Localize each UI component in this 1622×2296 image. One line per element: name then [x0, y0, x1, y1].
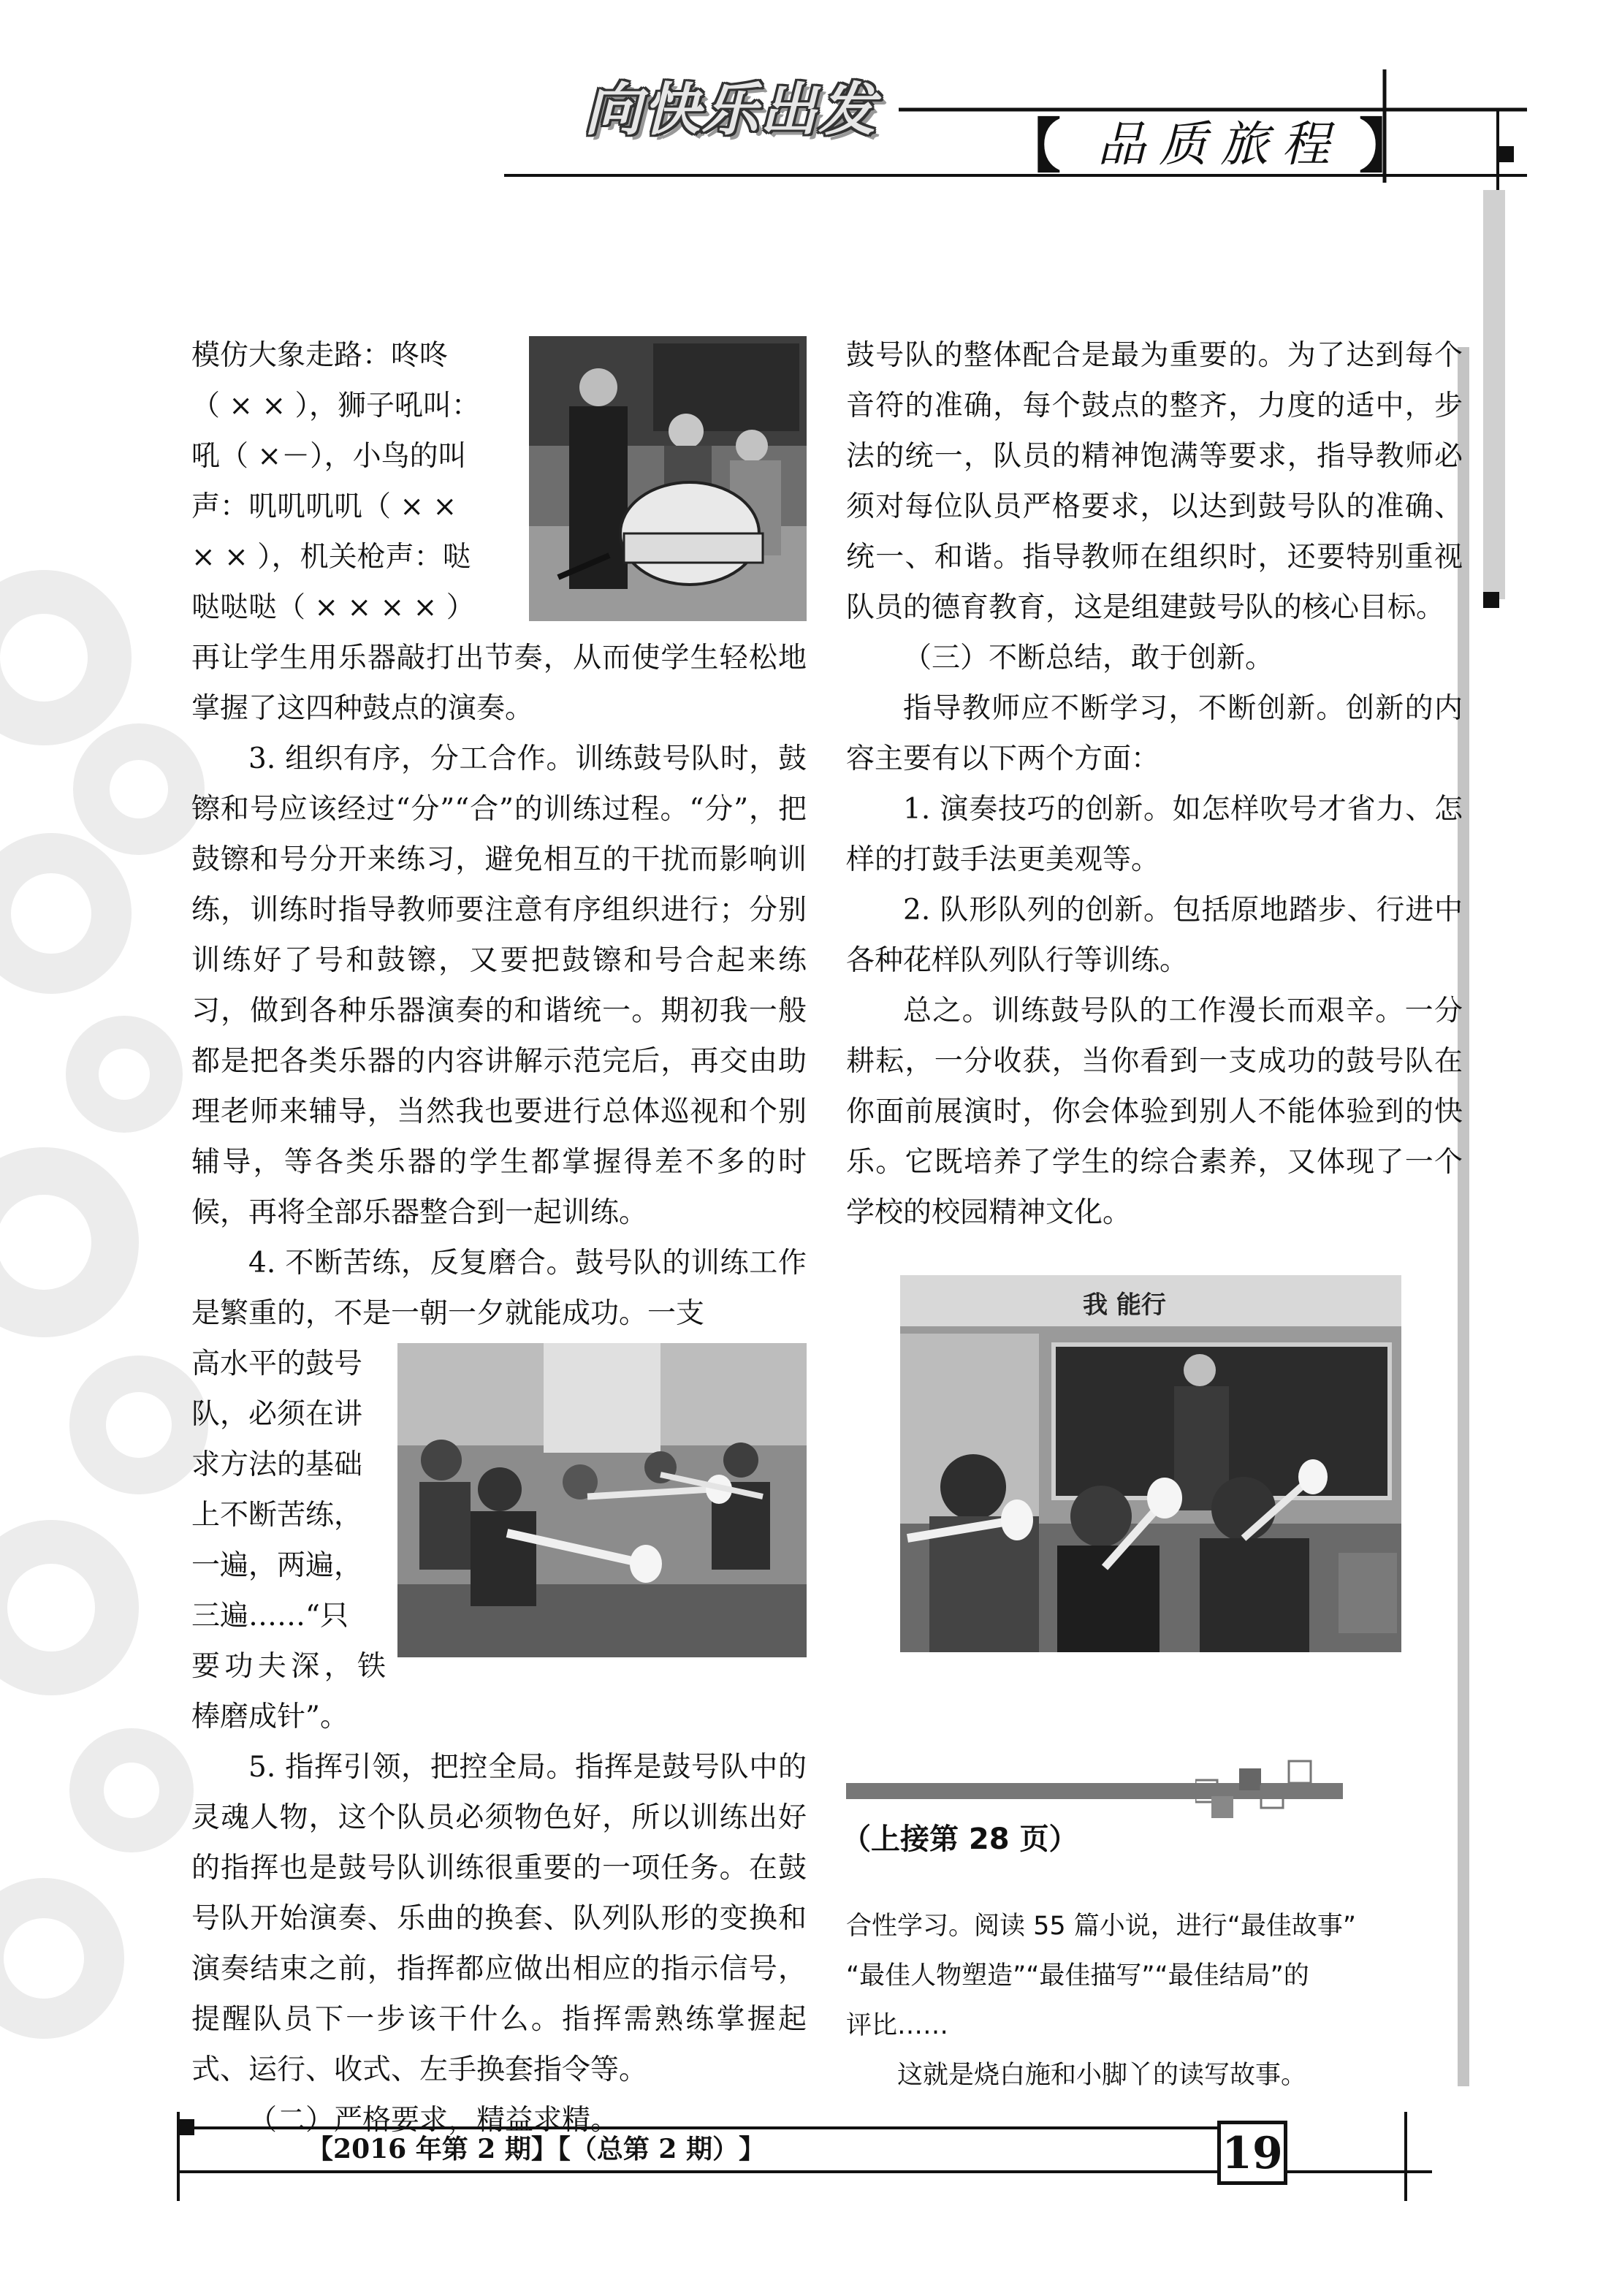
text-line: （ × × ），狮子吼叫： — [191, 389, 481, 422]
total-issue-number: （总第 2 期） — [570, 2134, 739, 2164]
paragraph-technique: 1. 演奏技巧的创新。如怎样吹号才省力、怎样的打鼓手法更美观等。 — [846, 793, 1463, 876]
text-line: 哒哒哒（ × × × × ） — [191, 591, 475, 624]
issue-info — [307, 2126, 765, 2172]
section-bracket-right: 】 — [1359, 112, 1417, 180]
decorative-squares — [1195, 1754, 1327, 1834]
footer-bracket: 】 — [739, 2134, 766, 2164]
continuation-line: “最佳人物塑造”“最佳描写”“最佳结局”的 — [846, 1961, 1309, 1991]
right-column — [846, 330, 1463, 1238]
page-number: 19 — [1217, 2121, 1287, 2185]
paragraph-formation: 2. 队形队列的创新。包括原地踏步、行进中各种花样队列队行等训练。 — [846, 894, 1463, 977]
text-line: 上不断苦练， — [191, 1499, 363, 1532]
magazine-logo-text: 向快乐出发 — [584, 77, 877, 143]
paragraph-innovation: 指导教师应不断学习，不断创新。创新的内容主要有以下两个方面： — [846, 692, 1463, 775]
left-column — [191, 330, 807, 2145]
continuation-line: 这就是烧白施和小脚丫的读写故事。 — [897, 2061, 1307, 2090]
paragraph-organize: 3. 组织有序，分工合作。训练鼓号队时，鼓镲和号应该经过“分”“合”的训练过程。“分”，把鼓镲和号分开来练习，避免相互的干扰而影响训练，训练时指导教师要注意有序组织进行；分别训练好了号和鼓镲，又要把鼓镲和号合起来练习，做到各种乐器演奏的和谐统一。期初我一般都是把各类乐器的内容讲解示范完后，再交由助理老师来辅导，当然我也要进行总体巡视和个别辅导，等各类乐器的学生都掌握得差不多的时候，再将全部乐器整合到一起训练。 — [191, 742, 807, 1229]
continuation-title: （上接第 28 页） — [842, 1822, 1078, 1856]
paragraph-text: 再让学生用乐器敲打出节奏，从而使学生轻松地掌握了这四种鼓点的演奏。 — [191, 642, 807, 725]
classroom-banner-text: 我 能行 — [1083, 1290, 1166, 1320]
paragraph-conclusion: 总之。训练鼓号队的工作漫长而艰辛。一分耕耘，一分收获，当你看到一支成功的鼓号队在你面前展演时，你会体验到别人不能体验到的快乐。它既培养了学生的综合素养，又体现了一个学校的校园精神文化。 — [846, 995, 1463, 1229]
footer-bracket: 【 — [307, 2134, 334, 2164]
continuation-text — [846, 1901, 1474, 2100]
paragraph-conductor: 5. 指挥引领，把控全局。指挥是鼓号队中的灵魂人物，这个队员必须物色好，所以训练出好的指挥也是鼓号队训练很重要的一项任务。在鼓号队开始演奏、乐曲的换套、队列队形的变换和演奏结束之前，指挥都应做出相应的指示信号，提醒队员下一步该干什么。指挥需熟练掌握起式、运行、收式、左手换套指令等。 — [191, 1751, 807, 2086]
paragraph-text: 要功夫深，铁棒磨成针”。 — [191, 1650, 386, 1733]
photo-teacher-classroom — [900, 1275, 1401, 1652]
text-line: 模仿大象走路：咚咚 — [191, 339, 449, 372]
continuation-line: 评比…… — [846, 2011, 949, 2040]
text-line: 声：叽叽叽叽（ × × — [191, 490, 457, 523]
photo-students-trumpets — [397, 1343, 807, 1657]
magazine-logo — [555, 63, 906, 158]
text-line: × × ），机关枪声：哒 — [191, 541, 471, 574]
text-line: 高水平的鼓号 — [191, 1347, 363, 1380]
footer-bracket: 】【 — [530, 2134, 571, 2164]
paragraph-strict: （二）严格要求，精益求精。 — [248, 2104, 620, 2137]
issue-number: 2016 年第 2 期 — [333, 2134, 531, 2164]
photo-teacher-drum — [529, 336, 807, 621]
text-line: 队，必须在讲 — [191, 1398, 363, 1431]
paragraph-coordination: 鼓号队的整体配合是最为重要的。为了达到每个音符的准确，每个鼓点的整齐，力度的适中，步法的统一，队员的精神饱满等要求，指导教师必须对每位队员严格要求，以达到鼓号队的准确、统一、和谐。指导教师在组织时，还要特别重视队员的德育教育，这是组建鼓号队的核心目标。 — [846, 339, 1463, 624]
section-title: 品质旅程 — [1097, 116, 1343, 172]
text-line: 吼（ ×－），小鸟的叫 — [191, 440, 467, 473]
text-line: 一遍，两遍， — [191, 1549, 363, 1582]
continuation-line: 合性学习。阅读 55 篇小说，进行“最佳故事” — [846, 1912, 1357, 1941]
paragraph-practice-head: 4. 不断苦练，反复磨合。鼓号队的训练工作是繁重的，不是一朝一夕就能成功。一支 — [191, 1247, 807, 1330]
corner-square-mid — [1483, 592, 1499, 608]
corner-square-top — [1498, 146, 1514, 162]
text-line: 求方法的基础 — [191, 1448, 363, 1481]
section-bracket-left: 【 — [1002, 112, 1061, 180]
text-line: 三遍……“只 — [191, 1600, 349, 1632]
paragraph-heading-summary: （三）不断总结，敢于创新。 — [903, 642, 1274, 674]
